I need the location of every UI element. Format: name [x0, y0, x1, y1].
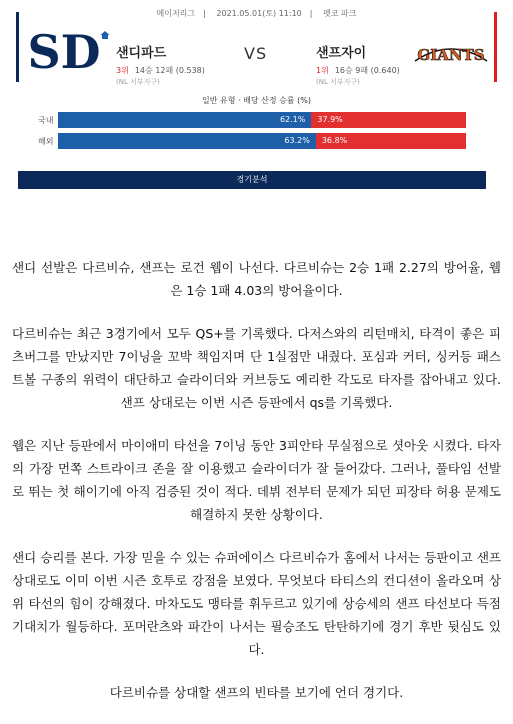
league-label: 메이저리그 [156, 9, 196, 18]
article-paragraph: 웹은 지난 등판에서 마이애미 타선을 7이닝 동안 3피안타 무실점으로 셧아웃 시켰다. 타자의 가장 먼쪽 스트라이크 존을 잘 이용했고 슬라이더가 잘 들어갔다. 그러나, 풀타임 선발로 뛰는 첫 해이기에 아직 검증된 것이 적다. 데뷔 전부터 문제가 되던 피장타 허용 문제도 해결하지 못한 상황이다. [12, 438, 501, 522]
stadium-label: 펫코 파크 [323, 9, 357, 18]
article-paragraph: 다르비슈를 상대할 샌프의 빈타를 보기에 언더 경기다. [109, 685, 404, 700]
away-team-info [316, 42, 426, 87]
svg-text:GIANTS: GIANTS [417, 46, 485, 64]
win-rate-title: 일반 유형 · 배당 산정 승률 (%) [202, 96, 311, 105]
article-paragraph: 샌디 승리를 본다. 가장 믿을 수 있는 슈퍼에이스 다르비슈가 홈에서 나서는 등판이고 샌프 상대로도 이미 이번 시즌 호투로 강점을 보였다. 무엇보다 타티스의 컨디션이 올라오며 상위 타선의 힘이 강해졌다. 마차도도 맹타를 휘두르고 있기에 상승세의 샌프 타선보다 득점 기대치가 월등하다. 포머란츠와 파간이 나서는 필승조도 탄탄하기에 경기 후반 뒷심도 있다. [12, 550, 501, 657]
away-team-record: 16승 9패 (0.640) [334, 66, 400, 75]
match-card [16, 0, 497, 190]
home-rate-fill [58, 133, 316, 149]
away-team-rank: 1위 [316, 66, 329, 75]
match-datetime: 2021.05.01(토) 11:10 [216, 9, 302, 18]
analysis-article [12, 256, 501, 724]
home-team-name: 샌디파드 [116, 46, 167, 61]
win-rate-row-overseas [16, 133, 497, 149]
home-team-rank: 3위 [116, 66, 129, 75]
home-team-division: (NL 서부지구) [116, 78, 160, 86]
win-rate-row-domestic [16, 112, 497, 128]
away-rate-value: 36.8% [321, 136, 348, 145]
away-color-edge [494, 12, 497, 82]
home-rate-value: 62.1% [279, 115, 306, 124]
giants-logo [411, 35, 491, 71]
away-rate-fill [316, 133, 466, 149]
article-paragraph: 샌디 선발은 다르비슈, 샌프는 로건 웹이 나선다. 다르비슈는 2승 1패 2.27의 방어율, 웹은 1승 1패 4.03의 방어율이다. [12, 260, 501, 298]
rate-label: 국내 [38, 116, 54, 125]
article-paragraph: 다르비슈는 최근 3경기에서 모두 QS+를 기록했다. 다저스와의 리턴매치, 타격이 좋은 피츠버그를 만났지만 7이닝을 꼬박 책임지며 단 1실점만 내줬다. 포심과 커터, 싱커등 패스트볼 구종의 위력이 대단하고 슬라이더와 커브등도 예리한 각도로 타자를 잡아내고 있다. 샌프 상대로는 이번 시즌 등판에서 qs를 기록했다. [12, 326, 501, 410]
rate-label: 해외 [38, 137, 54, 146]
svg-text:SD: SD [27, 25, 101, 79]
match-meta: 메이저리그 | 2021.05.01(토) 11:10 | 펫코 파크 [156, 9, 357, 18]
win-rate-bar [58, 112, 466, 128]
win-rate-bar [58, 133, 466, 149]
analysis-tab[interactable]: 경기분석 [18, 171, 486, 189]
home-team-record: 14승 12패 (0.538) [134, 66, 205, 75]
away-rate-fill [311, 112, 466, 128]
away-team-division: (NL 서부지구) [316, 78, 360, 86]
away-rate-value: 37.9% [317, 115, 343, 124]
home-icon [100, 30, 110, 40]
padres-logo [27, 18, 101, 79]
home-rate-value: 63.2% [284, 136, 310, 145]
home-color-edge [16, 12, 19, 82]
vs-label: VS [244, 44, 268, 63]
home-rate-fill [58, 112, 311, 128]
home-team-info [116, 42, 216, 87]
away-team-name: 샌프자이 [316, 46, 367, 61]
